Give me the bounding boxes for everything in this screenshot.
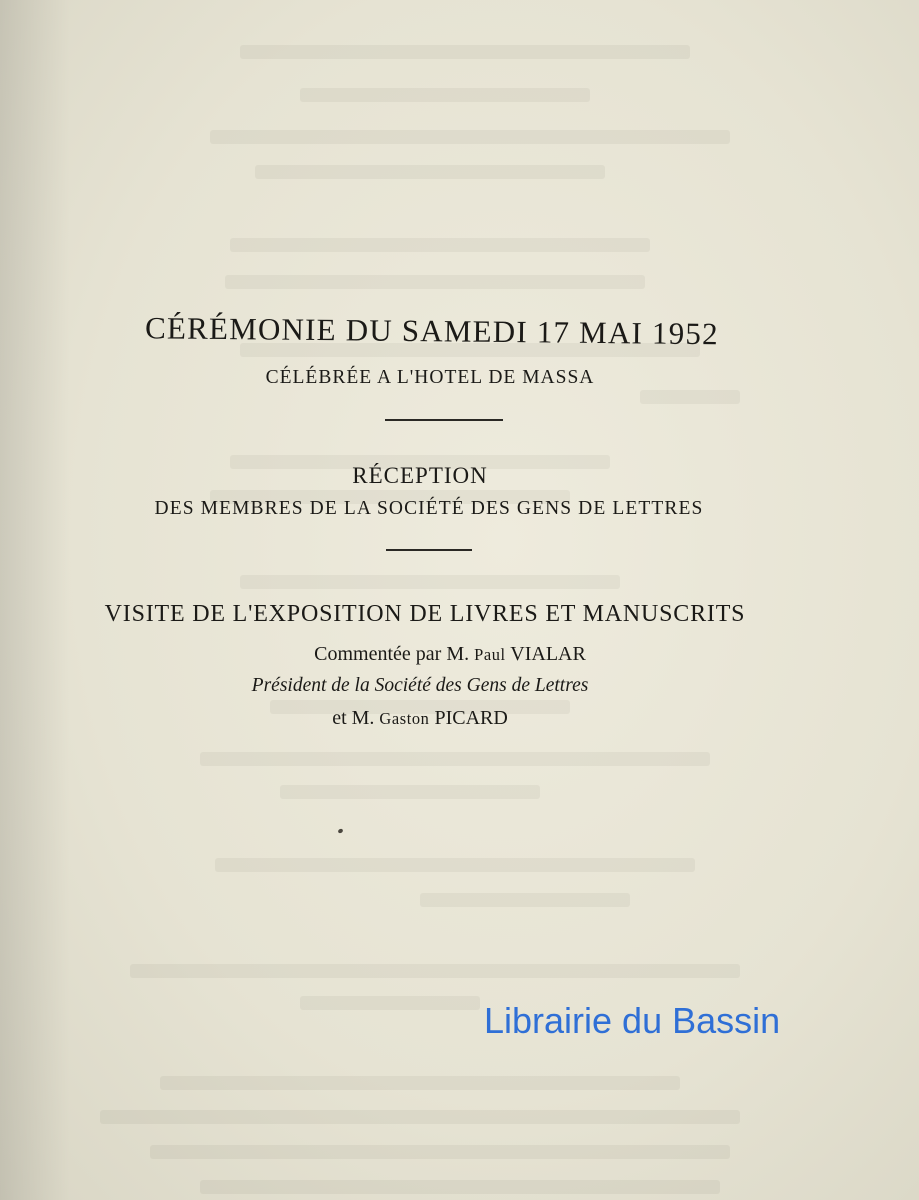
ghost-line	[150, 1145, 730, 1159]
shop-watermark: Librairie du Bassin	[484, 1000, 781, 1041]
ghost-line	[100, 1110, 740, 1124]
ghost-line	[215, 858, 695, 872]
visit-title: VISITE DE L'EXPOSITION DE LIVRES ET MANUSCRITS	[104, 601, 746, 627]
ceremony-subtitle: CÉLÉBRÉE A L'HOTEL DE MASSA	[265, 367, 595, 388]
ghost-line	[160, 1076, 680, 1090]
ghost-line	[420, 893, 630, 907]
ghost-line	[130, 964, 740, 978]
divider-rule	[386, 549, 472, 551]
ghost-line	[225, 275, 645, 289]
ghost-line	[300, 88, 590, 102]
commentator-last-name: VIALAR	[510, 643, 586, 665]
reception-members-line: DES MEMBRES DE LA SOCIÉTÉ DES GENS DE LETTRES	[154, 498, 704, 519]
reception-title: RÉCEPTION	[352, 463, 488, 488]
ghost-line	[640, 390, 740, 404]
second-commentator-last-name: PICARD	[434, 707, 508, 729]
ghost-line	[230, 238, 650, 252]
ghost-line	[280, 785, 540, 799]
ghost-line	[255, 165, 605, 179]
divider-rule	[385, 419, 503, 421]
second-commentator-prefix: et M.	[332, 707, 375, 729]
ghost-line	[210, 130, 730, 144]
ghost-line	[200, 752, 710, 766]
second-commentator-first-name: Gaston	[379, 709, 430, 728]
president-line: Président de la Société des Gens de Lettres	[251, 675, 589, 696]
ghost-line	[300, 996, 480, 1010]
ceremony-title: CÉRÉMONIE DU SAMEDI 17 MAI 1952	[144, 310, 719, 352]
ghost-line	[200, 1180, 720, 1194]
second-commentator-line	[270, 707, 570, 730]
ghost-line	[240, 45, 690, 59]
commentator-first-name: Paul	[474, 645, 506, 664]
ghost-line	[240, 575, 620, 589]
commentary-prefix: Commentée par M.	[314, 643, 470, 665]
commentary-line	[250, 643, 650, 666]
